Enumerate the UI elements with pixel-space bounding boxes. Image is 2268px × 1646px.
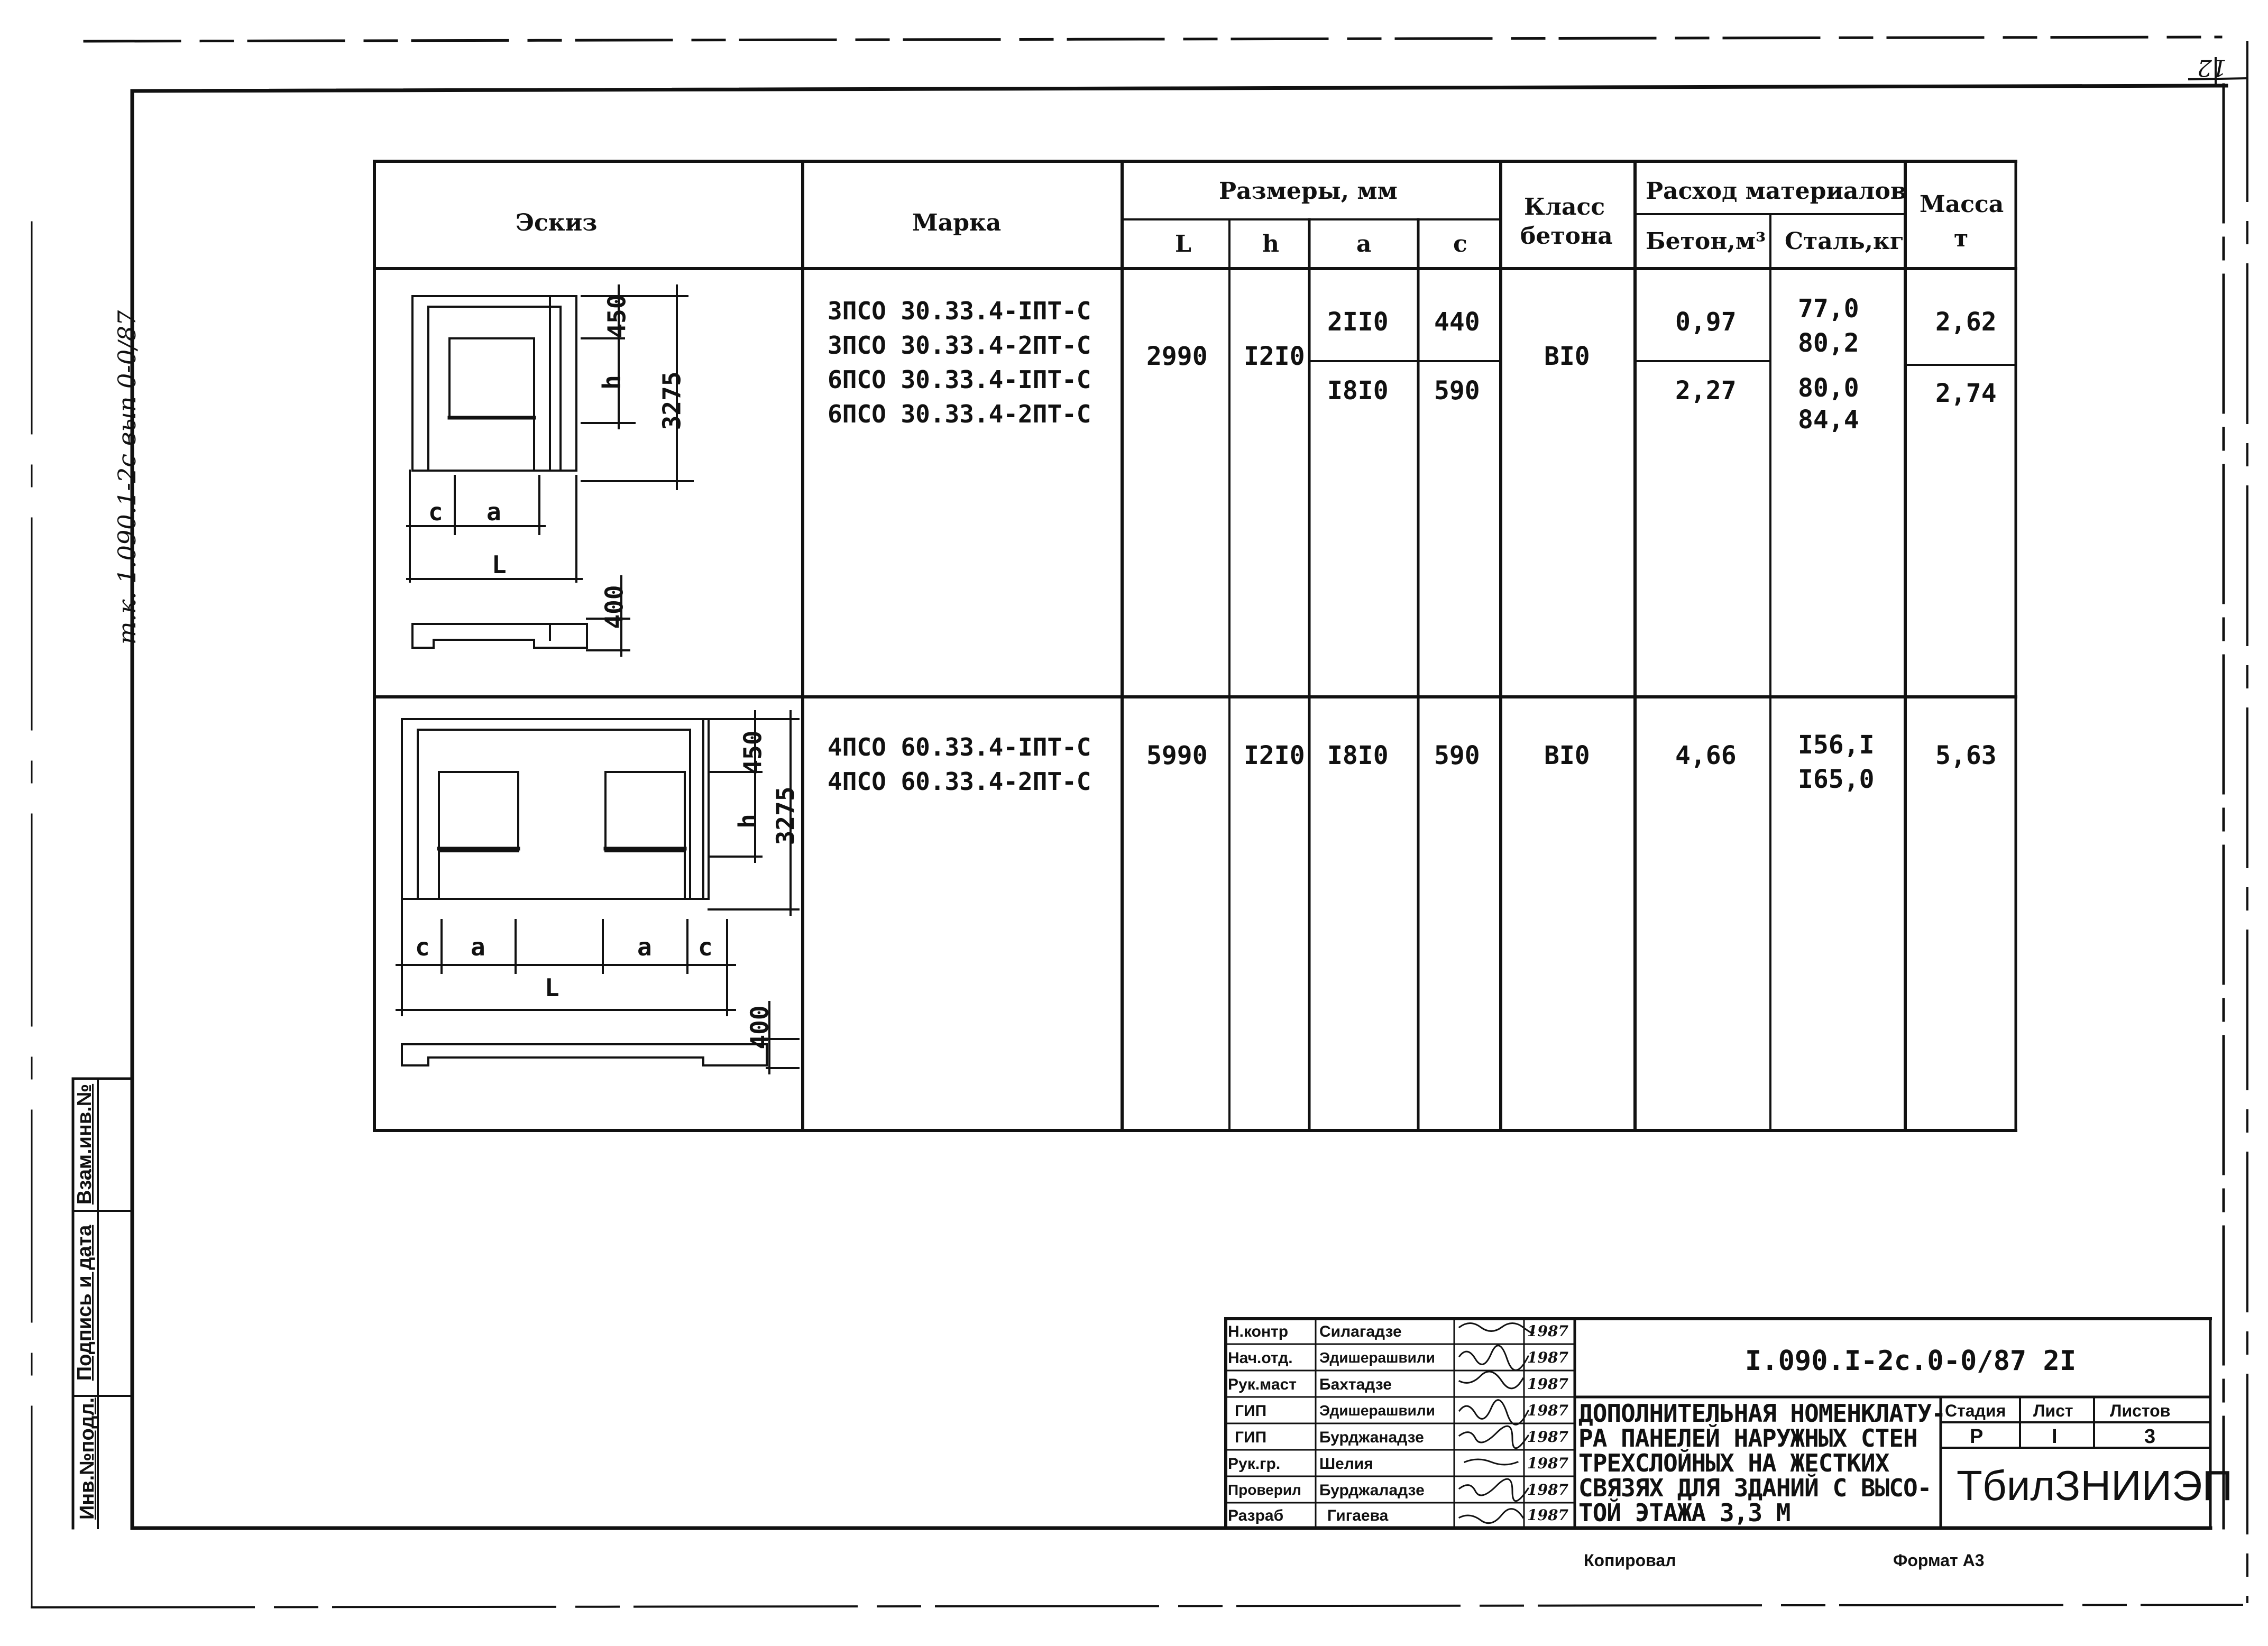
person-name: Бахтадзе bbox=[1319, 1376, 1392, 1393]
concrete-cell: 2,27 bbox=[1675, 376, 1737, 406]
header-h: h bbox=[1262, 231, 1279, 258]
sketch-dim-450: 450 bbox=[602, 294, 631, 338]
header-class-2: бетона bbox=[1520, 223, 1613, 250]
header-sketch: Эскиз bbox=[516, 209, 598, 236]
title-line: ТРЕХСЛОЙНЫХ НА ЖЕСТКИХ bbox=[1578, 1449, 1889, 1477]
sketch-dim-400: 400 bbox=[745, 1005, 774, 1050]
person-name: Шелия bbox=[1319, 1455, 1373, 1473]
class-cell: BI0 bbox=[1544, 342, 1590, 371]
mark-cell: 6ПСО 30.33.4-IПТ-С bbox=[828, 365, 1091, 394]
sketch-dim-L: L bbox=[545, 973, 559, 1002]
steel-cell: 80,0 bbox=[1798, 373, 1859, 403]
person-name: Бурджанадзе bbox=[1319, 1429, 1424, 1446]
a-cell: I8I0 bbox=[1327, 741, 1389, 770]
sheet-value: I bbox=[2052, 1426, 2058, 1448]
a-cell: 2II0 bbox=[1327, 307, 1389, 337]
header-steel: Сталь,кг bbox=[1785, 228, 1904, 255]
c-cell: 440 bbox=[1434, 307, 1480, 337]
role-label: ГИП bbox=[1235, 1429, 1267, 1446]
h-cell: I2I0 bbox=[1244, 741, 1305, 770]
header-concrete: Бетон,м³ bbox=[1646, 228, 1766, 255]
sign-year: 1987 bbox=[1527, 1481, 1568, 1498]
role-label: ГИП bbox=[1235, 1402, 1267, 1420]
sketch-dim-a: a bbox=[486, 498, 501, 526]
sketch-dim-c: c bbox=[415, 933, 430, 961]
role-label: Н.контр bbox=[1228, 1323, 1289, 1340]
person-name: Бурджаладзе bbox=[1319, 1482, 1425, 1499]
header-mass-1: Масса bbox=[1920, 191, 2004, 218]
mark-cell: 3ПСО 30.33.4-2ПТ-С bbox=[828, 331, 1091, 360]
stage-label: Стадия bbox=[1945, 1401, 2006, 1420]
sign-year: 1987 bbox=[1527, 1428, 1568, 1446]
sheet-label: Лист bbox=[2033, 1401, 2073, 1420]
stamp-inv-label: Инв.№подл. bbox=[76, 1397, 98, 1520]
mark-cell: 6ПСО 30.33.4-2ПТ-С bbox=[828, 400, 1091, 428]
sheets-value: 3 bbox=[2144, 1426, 2156, 1448]
stamp-vzam-label: Взам.инв.№ bbox=[74, 1083, 96, 1205]
role-label: Проверил bbox=[1228, 1482, 1301, 1498]
person-name: Гигаева bbox=[1327, 1507, 1389, 1524]
mark-cell: 3ПСО 30.33.4-IПТ-С bbox=[828, 297, 1091, 325]
sign-year: 1987 bbox=[1527, 1375, 1568, 1393]
document-code: I.090.I-2c.0-0/87 2I bbox=[1745, 1345, 2077, 1377]
sign-year: 1987 bbox=[1527, 1349, 1568, 1366]
mass-cell: 2,62 bbox=[1935, 307, 1997, 337]
c-cell: 590 bbox=[1434, 741, 1480, 770]
header-c: c bbox=[1453, 231, 1467, 258]
sign-year: 1987 bbox=[1527, 1455, 1568, 1472]
steel-cell: I65,0 bbox=[1798, 765, 1875, 794]
sketch-dim-c: c bbox=[698, 933, 713, 961]
sheets-label: Листов bbox=[2110, 1401, 2171, 1420]
sketch-dim-L: L bbox=[492, 550, 507, 579]
steel-cell: I56,I bbox=[1798, 730, 1875, 760]
title-line: РА ПАНЕЛЕЙ НАРУЖНЫХ СТЕН bbox=[1578, 1424, 1917, 1452]
person-name: Эдишерашвили bbox=[1319, 1402, 1435, 1419]
sketch-dim-c: c bbox=[428, 498, 443, 526]
mark-cell: 4ПСО 60.33.4-2ПТ-С bbox=[828, 767, 1091, 796]
L-cell: 2990 bbox=[1146, 342, 1208, 371]
sign-year: 1987 bbox=[1527, 1402, 1568, 1419]
role-label: Рук.маст bbox=[1228, 1376, 1297, 1393]
mass-cell: 2,74 bbox=[1935, 379, 1997, 408]
person-name: Эдишерашвили bbox=[1319, 1349, 1435, 1366]
sign-year: 1987 bbox=[1527, 1322, 1568, 1340]
header-mass-2: т bbox=[1954, 225, 1969, 252]
concrete-cell: 0,97 bbox=[1675, 307, 1737, 337]
header-L: L bbox=[1175, 231, 1191, 258]
sketch-dim-3275: 3275 bbox=[657, 371, 686, 430]
h-cell: I2I0 bbox=[1244, 342, 1305, 371]
header-class-1: Класс bbox=[1524, 194, 1605, 220]
c-cell: 590 bbox=[1434, 376, 1480, 406]
format-label: Формат А3 bbox=[1893, 1551, 1985, 1570]
mass-cell: 5,63 bbox=[1935, 741, 1997, 770]
sketch-dim-a: a bbox=[471, 933, 485, 961]
stage-value: Р bbox=[1970, 1426, 1984, 1448]
concrete-cell: 4,66 bbox=[1675, 741, 1737, 770]
role-label: Рук.гр. bbox=[1228, 1455, 1281, 1473]
steel-cell: 80,2 bbox=[1798, 328, 1859, 358]
person-name: Силагадзе bbox=[1319, 1323, 1402, 1340]
sketch-dim-a: a bbox=[637, 933, 652, 961]
title-line: ТОЙ ЭТАЖА 3,3 М bbox=[1578, 1498, 1790, 1527]
header-consumption: Расход материалов bbox=[1646, 178, 1907, 205]
sketch-dim-h: h bbox=[733, 814, 762, 829]
L-cell: 5990 bbox=[1146, 741, 1208, 770]
role-label: Разраб bbox=[1228, 1507, 1284, 1524]
mark-cell: 4ПСО 60.33.4-IПТ-С bbox=[828, 733, 1091, 761]
copied-by-label: Копировал bbox=[1584, 1551, 1676, 1570]
sketch-dim-450: 450 bbox=[738, 730, 767, 775]
sketch-dim-h: h bbox=[597, 375, 626, 390]
stamp-sign-label: Подпись и дата bbox=[74, 1225, 96, 1381]
side-document-code: т.к. 1.090.1-2с вып 0-0/87 bbox=[113, 310, 141, 645]
title-line: СВЯЗЯХ ДЛЯ ЗДАНИЙ С ВЫСО- bbox=[1578, 1474, 1932, 1502]
steel-cell: 77,0 bbox=[1798, 294, 1859, 324]
sign-year: 1987 bbox=[1527, 1506, 1568, 1524]
title-line: ДОПОЛНИТЕЛЬНАЯ НОМЕНКЛАТУ- bbox=[1578, 1399, 1946, 1428]
sketch-dim-3275: 3275 bbox=[771, 786, 800, 845]
page-corner-number: 12 bbox=[2197, 54, 2227, 81]
sketch-dim-400: 400 bbox=[600, 585, 629, 629]
header-sizes: Размеры, мм bbox=[1219, 178, 1398, 205]
header-mark: Марка bbox=[912, 209, 1002, 236]
header-a: a bbox=[1356, 231, 1372, 258]
organization-name: ТбилЗНИИЭП bbox=[1957, 1462, 2233, 1509]
role-label: Нач.отд. bbox=[1228, 1349, 1293, 1367]
class-cell: BI0 bbox=[1544, 741, 1590, 770]
steel-cell: 84,4 bbox=[1798, 405, 1859, 435]
a-cell: I8I0 bbox=[1327, 376, 1389, 406]
